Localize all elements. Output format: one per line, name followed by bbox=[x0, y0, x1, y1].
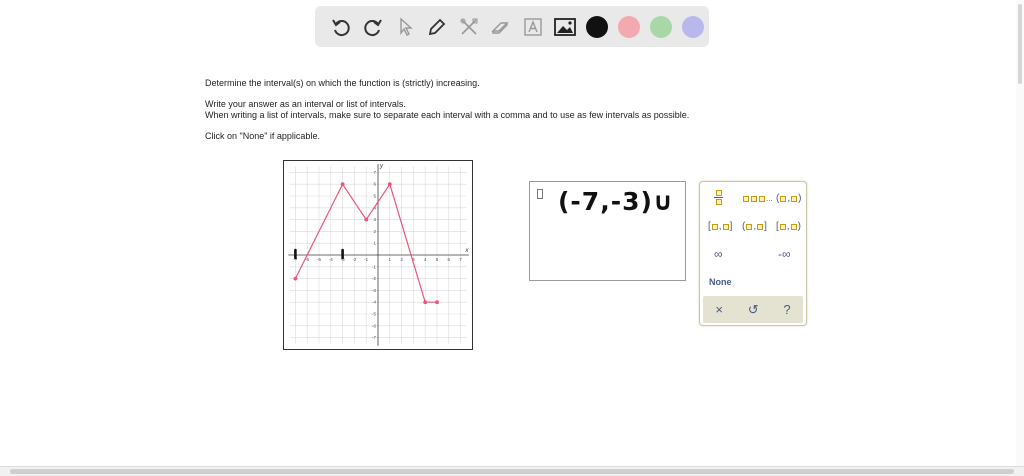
question-instruction-detail: When writing a list of intervals, make sure to separate each interval with a comma and to use as few intervals as possible. bbox=[205, 110, 690, 120]
x-tick-label: -3 bbox=[340, 257, 345, 262]
color-pink-swatch[interactable] bbox=[618, 16, 640, 38]
eraser-icon[interactable] bbox=[485, 11, 517, 43]
vertical-scrollbar[interactable] bbox=[1016, 0, 1024, 466]
x-axis-label: x bbox=[465, 248, 469, 254]
x-tick-label: 4 bbox=[423, 257, 427, 262]
y-tick-label: -6 bbox=[371, 323, 376, 329]
palette-actions bbox=[703, 296, 803, 323]
x-tick-label: 1 bbox=[388, 257, 392, 262]
ellipsis-label: ... bbox=[766, 194, 773, 203]
x-tick-label: 3 bbox=[412, 257, 415, 262]
x-tick-label: -1 bbox=[364, 257, 369, 262]
function-point bbox=[364, 218, 368, 222]
negative-infinity-button[interactable]: -∞ bbox=[778, 247, 791, 261]
function-point bbox=[294, 277, 298, 281]
horizontal-scroll-thumb[interactable] bbox=[10, 469, 1014, 474]
pen-icon[interactable] bbox=[421, 11, 453, 43]
y-tick-label: -4 bbox=[371, 299, 376, 305]
clear-button[interactable]: × bbox=[715, 302, 723, 317]
mixed-number-button[interactable] bbox=[742, 194, 773, 203]
closed-interval-button[interactable]: [ , ] bbox=[708, 221, 733, 232]
question-instruction: Write your answer as an interval or list of intervals. bbox=[205, 99, 406, 109]
handwritten-answer: (-7,-3)∪ bbox=[558, 187, 675, 216]
image-icon[interactable] bbox=[549, 11, 581, 43]
y-tick-label: 2 bbox=[373, 228, 376, 234]
infinity-button[interactable]: ∞ bbox=[714, 247, 723, 261]
graph-canvas bbox=[284, 161, 472, 349]
question-prompt: Determine the interval(s) on which the function is (strictly) increasing. bbox=[205, 78, 480, 88]
undo-button[interactable]: ↺ bbox=[747, 301, 759, 317]
y-tick-label: 6 bbox=[373, 181, 376, 187]
drawing-toolbar bbox=[315, 6, 709, 47]
y-tick-label: 1 bbox=[373, 240, 376, 246]
y-tick-label: -1 bbox=[371, 264, 376, 270]
function-graph bbox=[283, 160, 473, 350]
horizontal-scrollbar[interactable] bbox=[0, 466, 1024, 476]
x-tick-label: -5 bbox=[316, 257, 322, 262]
function-point bbox=[341, 182, 345, 186]
y-tick-label: -3 bbox=[371, 287, 376, 293]
y-tick-label: 5 bbox=[373, 193, 376, 199]
answer-input[interactable] bbox=[529, 181, 686, 281]
y-tick-label: -7 bbox=[371, 335, 376, 341]
tools-icon[interactable] bbox=[453, 11, 485, 43]
left-open-interval-button[interactable]: ( , ] bbox=[742, 221, 767, 232]
color-black-swatch[interactable] bbox=[586, 16, 608, 38]
pointer-icon[interactable] bbox=[389, 11, 421, 43]
none-button[interactable]: None bbox=[709, 277, 732, 287]
x-tick-label: -7 bbox=[293, 257, 298, 262]
y-tick-label: -2 bbox=[371, 276, 376, 282]
x-tick-label: 7 bbox=[459, 257, 462, 262]
y-tick-label: -5 bbox=[371, 311, 376, 317]
x-tick-label: 5 bbox=[435, 257, 439, 262]
function-point bbox=[423, 300, 427, 304]
x-tick-label: 6 bbox=[447, 257, 451, 262]
open-interval-button[interactable]: ( , ) bbox=[776, 193, 802, 204]
y-tick-label: 3 bbox=[373, 217, 376, 223]
color-purple-swatch[interactable] bbox=[682, 16, 704, 38]
undo-icon[interactable] bbox=[325, 11, 357, 43]
text-icon[interactable] bbox=[517, 11, 549, 43]
y-axis-label: y bbox=[380, 163, 383, 170]
fraction-button[interactable] bbox=[714, 190, 723, 205]
function-point bbox=[388, 182, 392, 186]
x-tick-label: -4 bbox=[328, 257, 333, 262]
x-tick-label: -6 bbox=[305, 257, 310, 262]
redo-icon[interactable] bbox=[357, 11, 389, 43]
x-tick-label: 2 bbox=[400, 257, 403, 262]
math-palette bbox=[699, 181, 807, 326]
function-point bbox=[435, 300, 439, 304]
input-cursor bbox=[537, 189, 543, 199]
color-green-swatch[interactable] bbox=[650, 16, 672, 38]
help-button[interactable]: ? bbox=[783, 302, 791, 317]
vertical-scroll-thumb[interactable] bbox=[1018, 4, 1022, 84]
x-tick-label: -2 bbox=[352, 257, 357, 262]
question-none-hint: Click on "None" if applicable. bbox=[205, 131, 320, 141]
y-tick-label: 4 bbox=[373, 205, 376, 211]
y-tick-label: 7 bbox=[373, 169, 376, 175]
right-open-interval-button[interactable]: [ , ) bbox=[776, 221, 801, 232]
